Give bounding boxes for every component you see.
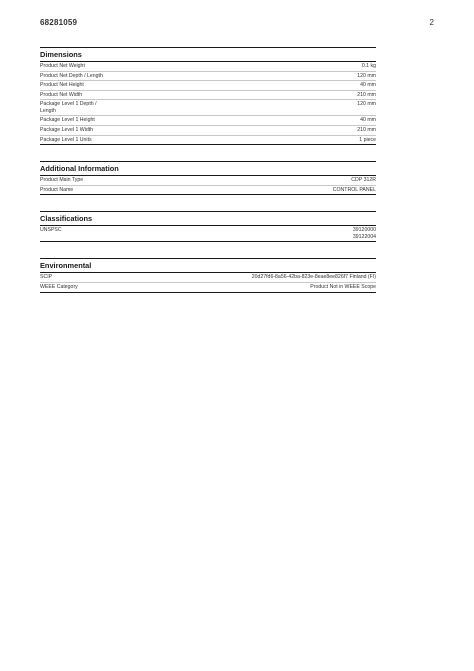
row-label: Product Main Type (40, 177, 84, 184)
row-value: 120 mm (357, 72, 376, 79)
row-value: 20d27fd6-8a56-42ba-823e-8eae8ee826f7 Finland (FI) (251, 274, 376, 281)
table-row (40, 62, 376, 72)
section-title: Environmental (40, 258, 376, 273)
row-label: SCIP (40, 274, 53, 281)
row-label: Package Level 1 Units (40, 136, 92, 143)
row-label: Product Net Weight (40, 63, 85, 69)
table-row (40, 273, 376, 283)
document-number: 68281059 (40, 18, 78, 27)
table-row (40, 136, 376, 146)
row-value: 40 mm (360, 82, 376, 89)
table-row (40, 283, 376, 293)
page-header (40, 18, 434, 30)
row-value: CDP 312R (351, 177, 376, 184)
table-row (40, 81, 376, 91)
table-row (40, 72, 376, 82)
row-value: 0.1 kg (361, 63, 376, 69)
dimensions-section (40, 47, 376, 145)
row-label: Package Level 1 Height (40, 117, 95, 124)
table-row (40, 186, 376, 196)
row-label: Product Net Height (40, 82, 84, 89)
classifications-section (40, 211, 376, 242)
row-value: 120 mm (357, 101, 376, 108)
section-title: Additional Information (40, 161, 376, 176)
row-value: 210 mm (357, 91, 376, 98)
table-row (40, 116, 376, 126)
row-value: 1 piece (359, 136, 376, 143)
table-row (40, 226, 376, 242)
section-title: Dimensions (40, 47, 376, 62)
row-value: 210 mm (357, 126, 376, 133)
row-value: 40 mm (360, 117, 376, 124)
section-title: Classifications (40, 211, 376, 226)
unspsc-code: 39120000 (352, 227, 376, 234)
row-value (353, 227, 376, 240)
table-row (40, 100, 376, 116)
row-label: Package Level 1 Depth / Length (40, 101, 97, 114)
table-row (40, 91, 376, 101)
row-label: WEEE Category (40, 283, 78, 290)
row-value: Product Not in WEEE Scope (310, 283, 376, 290)
row-label: Product Net Width (40, 91, 83, 98)
environmental-section (40, 258, 376, 292)
row-label: UNSPSC (40, 227, 62, 234)
document-content (40, 47, 376, 309)
table-row (40, 176, 376, 186)
unspsc-code: 39122004 (352, 233, 376, 240)
additional-information-section (40, 161, 376, 195)
row-value: CONTROL PANEL (332, 186, 376, 193)
row-label: Product Name (40, 186, 74, 193)
page-number: 2 (429, 18, 434, 27)
row-label: Package Level 1 Width (40, 126, 94, 133)
table-row (40, 126, 376, 136)
row-label: Product Net Depth / Length (40, 72, 103, 79)
